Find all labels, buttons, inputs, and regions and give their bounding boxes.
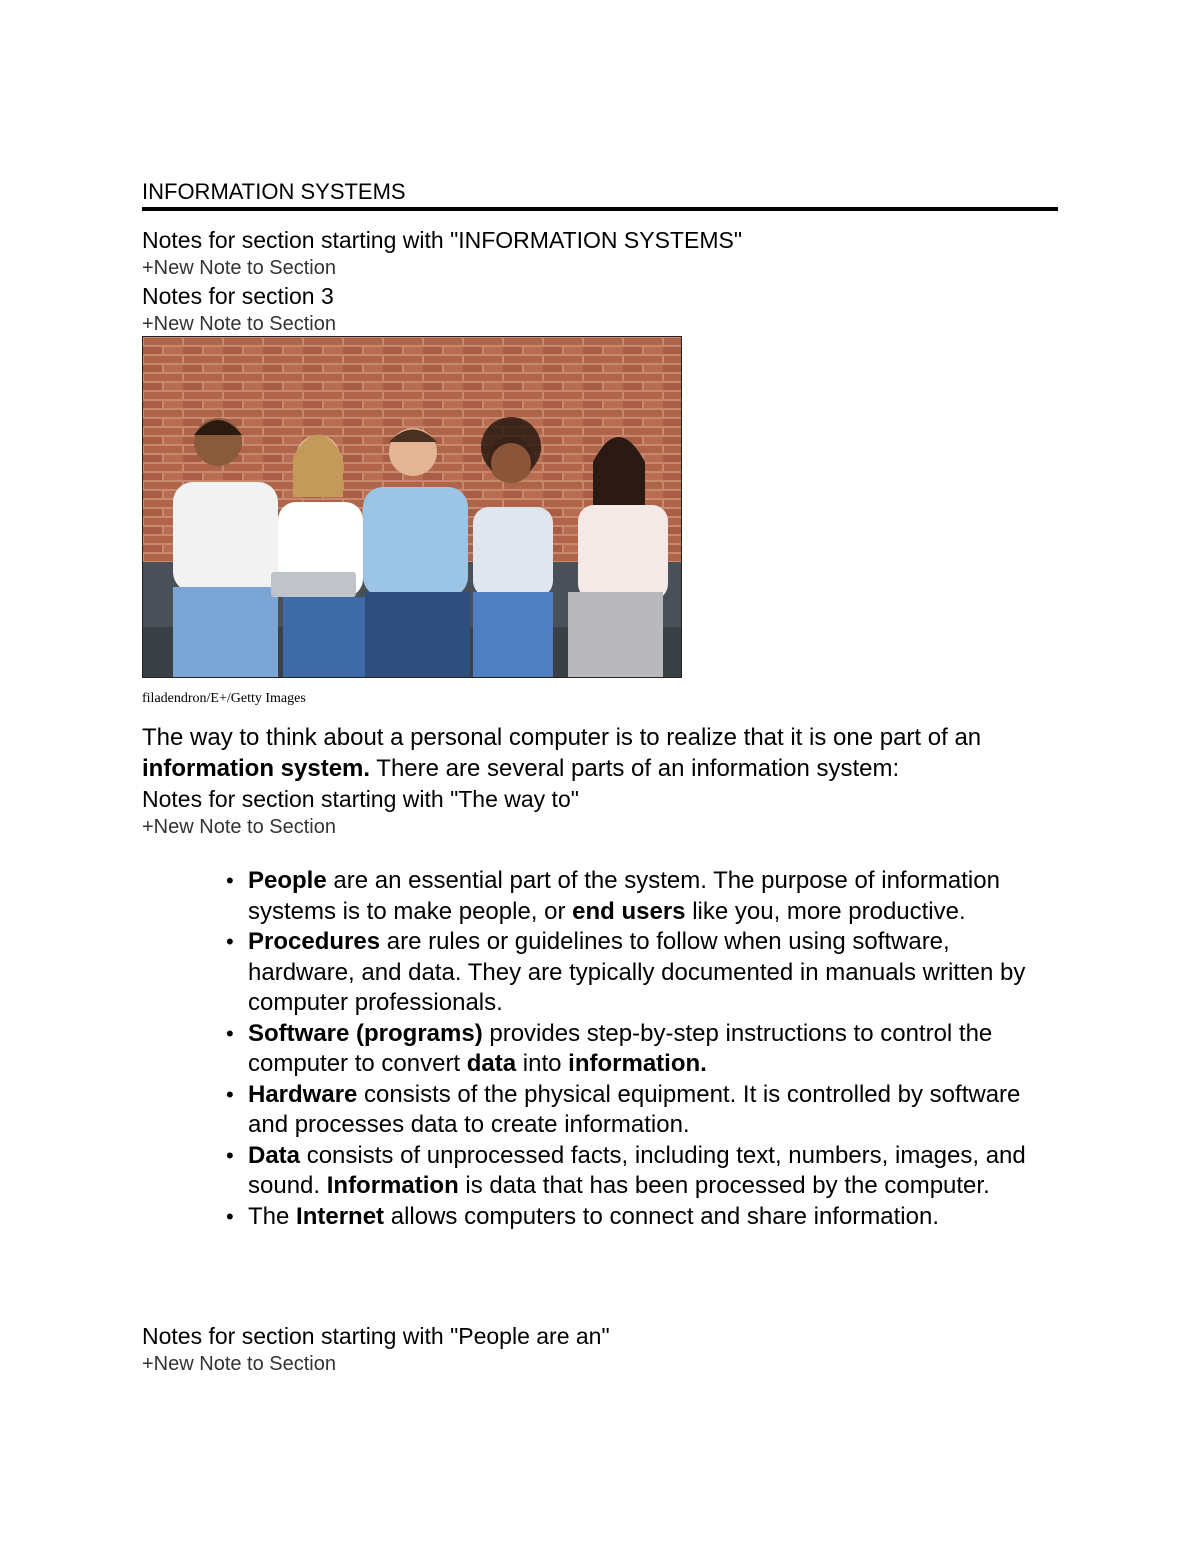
notes-title-3: Notes for section starting with "The way to" xyxy=(142,786,579,812)
term-software: Software (programs) xyxy=(248,1019,483,1047)
bullet-icon: • xyxy=(226,1081,234,1107)
new-note-button-1[interactable]: +New Note to Section xyxy=(142,257,336,279)
item-text: consists of unprocessed facts, including text, numbers, images, and sound. xyxy=(248,1141,1026,1199)
list-item xyxy=(226,1141,1046,1202)
list-item xyxy=(226,1019,1046,1080)
item-text: allows computers to connect and share information. xyxy=(384,1202,939,1230)
intro-text-1: The way to think about a personal computer is to realize that it is one part of an xyxy=(142,724,982,751)
notes-title-1: Notes for section starting with "INFORMATION SYSTEMS" xyxy=(142,227,742,253)
image-credit: filadendron/E+/Getty Images xyxy=(142,691,306,706)
intro-bold-term: information system. xyxy=(142,755,371,782)
new-note-button-4[interactable]: +New Note to Section xyxy=(142,1353,336,1375)
list-item xyxy=(226,1080,1046,1141)
intro-paragraph xyxy=(142,722,1072,784)
list-item xyxy=(226,927,1046,1019)
notes-title-2: Notes for section 3 xyxy=(142,283,334,309)
term-people: People xyxy=(248,867,327,894)
people-on-sofa-illustration xyxy=(143,337,681,677)
item-text: like you, more productive. xyxy=(685,897,966,925)
term-data: data xyxy=(466,1050,517,1077)
term-hardware: Hardware xyxy=(248,1080,358,1108)
section-heading: INFORMATION SYSTEMS xyxy=(142,178,1058,211)
bullet-icon: • xyxy=(226,868,234,893)
parts-list xyxy=(226,866,1046,1232)
new-note-button-3[interactable]: +New Note to Section xyxy=(142,816,336,838)
item-text: into xyxy=(516,1050,569,1077)
new-note-button-2[interactable]: +New Note to Section xyxy=(142,313,336,335)
item-text: is data that has been processed by the computer. xyxy=(458,1172,990,1199)
term-data: Data xyxy=(248,1141,301,1169)
term-end-users: end users xyxy=(572,897,686,925)
notes-title-4: Notes for section starting with "People are an" xyxy=(142,1323,610,1349)
term-procedures: Procedures xyxy=(248,928,381,955)
term-information: Information xyxy=(326,1172,459,1199)
people-photo xyxy=(142,336,682,678)
item-text: The xyxy=(248,1202,297,1230)
item-text: are rules or guidelines to follow when using software, hardware, and data. They are typically documented in manuals written by computer professionals. xyxy=(248,928,1026,1016)
item-text: provides step-by-step instructions to control the computer to convert xyxy=(248,1019,993,1077)
bullet-icon: • xyxy=(226,1142,234,1168)
item-text: are an essential part of the system. The purpose of information systems is to make people, or xyxy=(248,867,1000,925)
bullet-icon: • xyxy=(226,929,234,954)
term-information: information. xyxy=(568,1050,707,1077)
bullet-icon: • xyxy=(226,1203,234,1229)
item-text: consists of the physical equipment. It is controlled by software and processes data to create information. xyxy=(248,1080,1021,1138)
list-item xyxy=(226,1202,1046,1233)
bullet-icon: • xyxy=(226,1020,234,1046)
term-internet: Internet xyxy=(296,1202,385,1230)
list-item xyxy=(226,866,1046,927)
intro-text-2: There are several parts of an information system: xyxy=(370,755,900,782)
